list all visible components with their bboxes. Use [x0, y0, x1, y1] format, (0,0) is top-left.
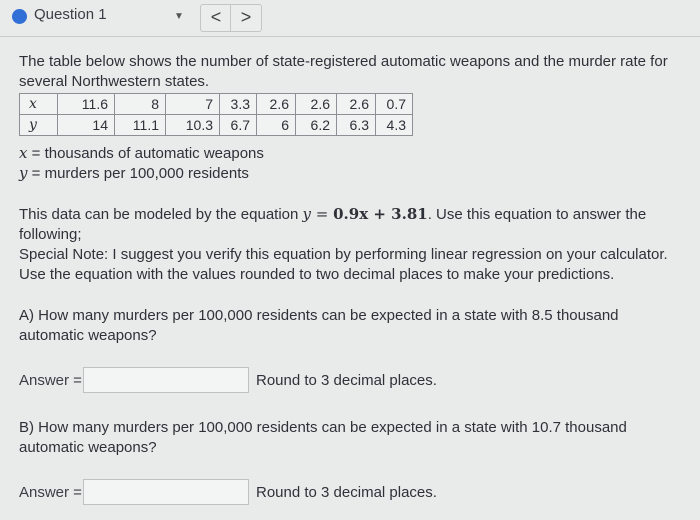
data-table: [19, 93, 413, 136]
table-cell: 11.1: [115, 115, 166, 136]
question-a: A) How many murders per 100,000 residents can be expected in a state with 8.5 thousand automatic weapons?: [19, 307, 619, 344]
question-header: [0, 0, 700, 37]
answer-a-label: Answer =: [19, 372, 82, 389]
model-equation-rhs: 0.9x + 3.81: [333, 205, 428, 223]
question-b: B) How many murders per 100,000 residents can be expected in a state with 10.7 thousand automatic weapons?: [19, 419, 627, 456]
table-cell: 7: [166, 94, 220, 115]
table-header-x: x: [20, 94, 58, 115]
previous-question-button[interactable]: <: [200, 4, 232, 32]
table-row-x: [20, 94, 413, 115]
x-definition-text: = thousands of automatic weapons: [27, 145, 264, 162]
table-cell: 14: [58, 115, 115, 136]
model-statement: [19, 204, 679, 245]
x-definition: [19, 143, 264, 164]
answer-b-input[interactable]: [83, 479, 249, 505]
table-cell: 10.3: [166, 115, 220, 136]
y-definition: [19, 163, 249, 184]
table-row-y: [20, 115, 413, 136]
question-title[interactable]: Question 1: [34, 6, 107, 23]
table-cell: 11.6: [58, 94, 115, 115]
table-cell: 8: [115, 94, 166, 115]
table-cell: 6.3: [337, 115, 376, 136]
next-question-button[interactable]: >: [230, 4, 262, 32]
table-header-y: y: [20, 115, 58, 136]
table-cell: 6.2: [296, 115, 337, 136]
table-cell: 2.6: [337, 94, 376, 115]
answer-a-hint: Round to 3 decimal places.: [256, 372, 437, 389]
x-variable: x: [19, 144, 28, 162]
table-cell: 2.6: [296, 94, 337, 115]
question-status-dot: [12, 9, 27, 24]
table-cell: 3.3: [220, 94, 257, 115]
table-cell: 4.3: [376, 115, 413, 136]
table-cell: 6.7: [220, 115, 257, 136]
y-variable: y: [19, 164, 28, 182]
answer-b-hint: Round to 3 decimal places.: [256, 484, 437, 501]
y-definition-text: = murders per 100,000 residents: [27, 165, 249, 182]
model-text-before: This data can be modeled by the equation: [19, 206, 303, 223]
table-cell: 2.6: [257, 94, 296, 115]
special-note: Special Note: I suggest you verify this equation by performing linear regression on your calculator. Use the equation with the values rounded to two decimal places to make your predictions.: [19, 246, 668, 283]
answer-b-label: Answer =: [19, 484, 82, 501]
chevron-down-icon[interactable]: ▼: [174, 11, 184, 22]
model-text-after: . Use this equation to answer the following;: [19, 206, 647, 243]
table-cell: 0.7: [376, 94, 413, 115]
model-equation-lhs: y =: [302, 205, 334, 223]
table-cell: 6: [257, 115, 296, 136]
answer-a-input[interactable]: [83, 367, 249, 393]
intro-text: The table below shows the number of state-registered automatic weapons and the murder rate for several Northwestern states.: [19, 53, 668, 90]
